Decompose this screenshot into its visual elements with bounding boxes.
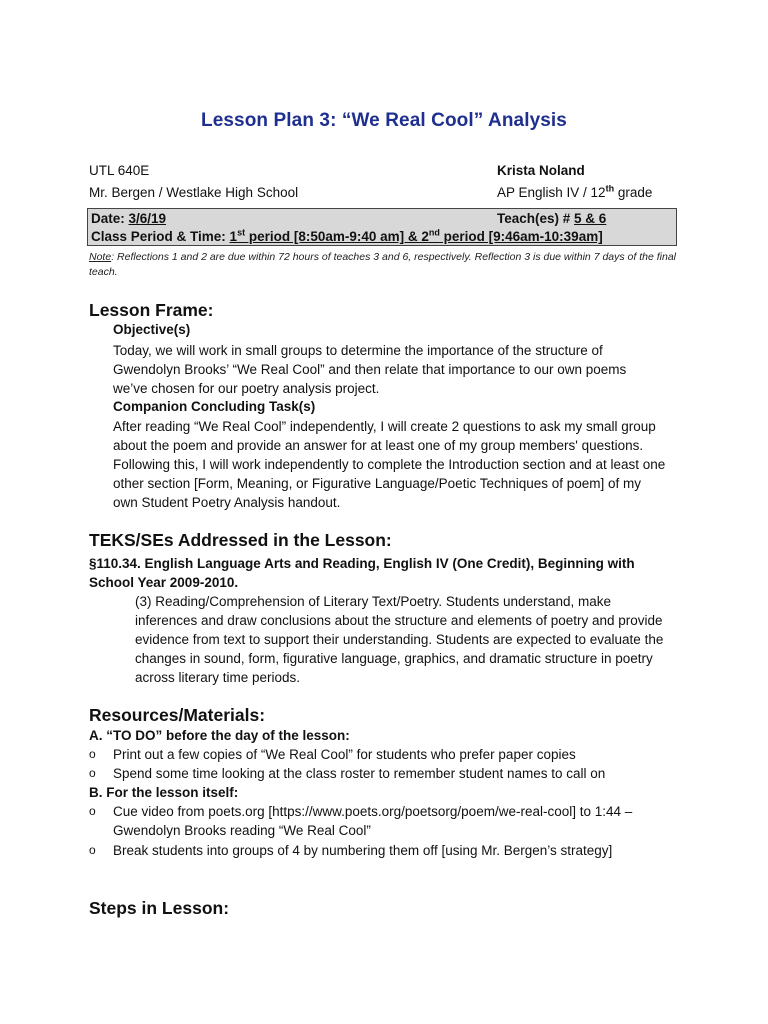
teach-value: 5 & 6 [574, 211, 607, 226]
objective-label: Objective(s) [113, 322, 191, 337]
steps-heading: Steps in Lesson: [89, 898, 230, 918]
date-box [87, 208, 677, 246]
lesson-frame-heading: Lesson Frame: [89, 300, 214, 320]
period-1-num: 1 [229, 229, 238, 244]
date-row [91, 210, 166, 228]
list-item-text: Break students into groups of 4 by numbering them off [using Mr. Bergen’s strategy] [113, 843, 613, 858]
bullet-icon: o [89, 804, 96, 818]
task-text: After reading “We Real Cool” independently, I will create 2 questions to ask my small group about the poem and provide an answer for at least one of my group members' questions. Following this, I will work independently to complete the Introduction section and at least one other section [Form, Meaning, or Figurative Language/Poetic Techniques of poem] of my own Student Poetry Analysis handout. [113, 419, 666, 510]
date-value: 3/6/19 [128, 211, 167, 226]
bullet-icon: o [89, 747, 96, 761]
period-value [230, 229, 603, 244]
teacher-name: Krista Noland [497, 163, 585, 178]
class-grade-sup: th [605, 183, 615, 194]
class-grade-text: AP English IV / 12 [497, 185, 606, 200]
teks-heading: TEKS/SEs Addressed in the Lesson: [89, 530, 392, 550]
course-code: UTL 640E [89, 163, 150, 178]
section-a-label: A. “TO DO” before the day of the lesson: [89, 728, 350, 743]
bullet-icon: o [89, 843, 96, 857]
date-label: Date: [91, 211, 129, 226]
period-1-sup: st [237, 227, 246, 238]
teks-standard: §110.34. English Language Arts and Reading, English IV (One Credit), Beginning with School Year 2009-2010. [89, 556, 635, 590]
teks-detail: (3) Reading/Comprehension of Literary Text/Poetry. Students understand, make inferences and draw conclusions about the structure and elements of poetry and provide evidence from text to support their understanding. Students are expected to evaluate the changes in sound, form, figurative language, graphics, and dramatic structure in poetry across literary time periods. [135, 594, 664, 685]
objective-text: Today, we will work in small groups to determine the importance of the structure of Gwendolyn Brooks’ “We Real Cool” and then relate that importance to our own poems we’ve chosen for our poetry analysis project. [113, 343, 627, 396]
section-b-label: B. For the lesson itself: [89, 785, 239, 800]
reflection-note [89, 250, 679, 280]
period-row [91, 228, 603, 246]
teach-row [497, 210, 606, 228]
class-grade [497, 184, 652, 202]
page-title: Lesson Plan 3: “We Real Cool” Analysis [201, 110, 567, 131]
period-1-text: period [8:50am-9:40 am] & 2 [245, 229, 429, 244]
bullet-icon: o [89, 766, 96, 780]
period-2-text: period [9:46am-10:39am] [439, 229, 603, 244]
teach-label: Teach(es) # [497, 211, 575, 226]
mentor-school: Mr. Bergen / Westlake High School [89, 185, 299, 200]
period-2-sup: nd [428, 227, 440, 238]
period-label: Class Period & Time: [91, 229, 230, 244]
list-item-text: Print out a few copies of “We Real Cool” for students who prefer paper copies [113, 747, 576, 762]
note-text: : Reflections 1 and 2 are due within 72 hours of teaches 3 and 6, respectively. Reflection 3 is due within 7 days of the final teach. [89, 251, 676, 278]
list-item-text: Cue video from poets.org [https://www.poets.org/poetsorg/poem/we-real-cool] to 1:44 – Gwendolyn Brooks reading “We Real Cool” [113, 804, 633, 838]
note-label: Note [89, 251, 112, 263]
resources-heading: Resources/Materials: [89, 705, 266, 725]
list-item-text: Spend some time looking at the class roster to remember student names to call on [113, 766, 606, 781]
class-grade-suffix: grade [614, 185, 653, 200]
task-label: Companion Concluding Task(s) [113, 399, 316, 414]
